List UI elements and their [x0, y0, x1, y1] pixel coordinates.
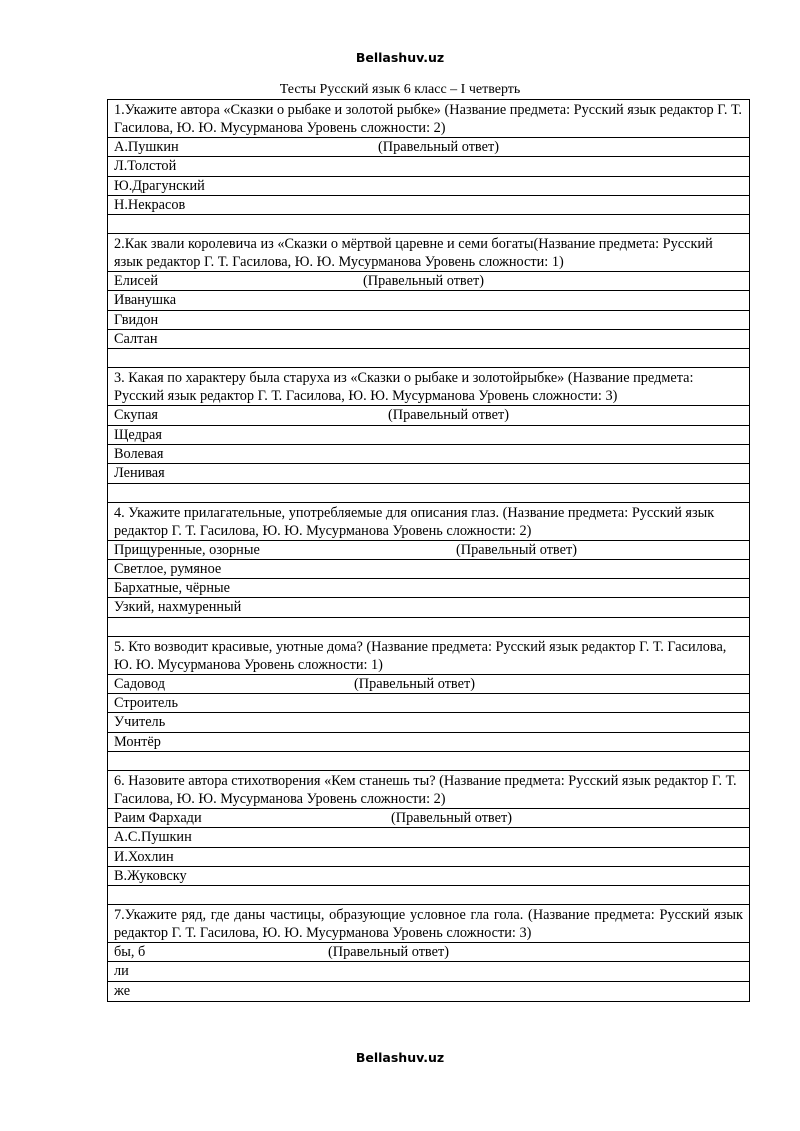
correct-answer-label: (Правельный ответ)	[456, 541, 577, 558]
option-text: Скупая	[114, 407, 159, 424]
answer-option: Ю.Драгунский	[108, 177, 749, 196]
option-text: бы, б	[114, 944, 146, 961]
question-6: 6. Назовите автора стихотворения «Кем станешь ты? (Название предмета: Русский язык редактор Г. Т. Гасилова, Ю. Ю. Мусурманова Уровень сложности: 2)	[108, 771, 749, 809]
answer-option: Узкий, нахмуренный	[108, 598, 749, 617]
question-2: 2.Как звали королевича из «Сказки о мёртвой царевне и семи богаты(Название предмета: Русский язык редактор Г. Т. Гасилова, Ю. Ю. Мусурманова Уровень сложности: 1)	[108, 234, 749, 272]
row-spacer	[108, 886, 749, 905]
answer-option: В.Жуковску	[108, 867, 749, 886]
option-text: Елисей	[114, 273, 159, 290]
correct-answer-label: (Правельный ответ)	[378, 139, 499, 155]
answer-option: А.С.Пушкин	[108, 828, 749, 847]
answer-option: ли	[108, 962, 749, 981]
answer-option: Монтёр	[108, 733, 749, 752]
correct-answer-label: (Правельный ответ)	[363, 273, 484, 290]
answer-option	[108, 675, 749, 694]
correct-answer-label: (Правельный ответ)	[328, 944, 449, 961]
question-5: 5. Кто возводит красивые, уютные дома? (Название предмета: Русский язык редактор Г. Т. Гасилова, Ю. Ю. Мусурманова Уровень сложности: 1)	[108, 637, 749, 675]
correct-answer-label: (Правельный ответ)	[391, 809, 512, 826]
site-footer: Bellashuv.uz	[355, 1050, 445, 1065]
correct-answer-label: (Правельный ответ)	[388, 407, 509, 424]
quiz-table	[107, 99, 750, 1002]
answer-option	[108, 138, 749, 157]
row-spacer	[108, 618, 749, 637]
answer-option: Иванушка	[108, 291, 749, 310]
question-1: 1.Укажите автора «Сказки о рыбаке и золотой рыбке» (Название предмета: Русский язык редактор Г. Т. Гасилова, Ю. Ю. Мусурманова Уровень сложности: 2)	[108, 100, 749, 138]
row-spacer	[108, 752, 749, 771]
correct-answer-label: (Правельный ответ)	[354, 675, 475, 692]
answer-option: Волевая	[108, 445, 749, 464]
answer-option: Салтан	[108, 330, 749, 349]
answer-option: Гвидон	[108, 311, 749, 330]
row-spacer	[108, 349, 749, 368]
answer-option: Светлое, румяное	[108, 560, 749, 579]
site-header: Bellashuv.uz	[355, 50, 445, 65]
question-3: 3. Какая по характеру была старуха из «Сказки о рыбаке и золотойрыбке» (Название предмета: Русский язык редактор Г. Т. Гасилова, Ю. Ю. Мусурманова Уровень сложности: 3)	[108, 368, 749, 406]
option-text: Прищуренные, озорные	[114, 541, 260, 558]
answer-option: Н.Некрасов	[108, 196, 749, 215]
answer-option: Ленивая	[108, 464, 749, 483]
option-text: А.Пушкин	[114, 139, 179, 155]
row-spacer	[108, 215, 749, 234]
answer-option	[108, 541, 749, 560]
answer-option	[108, 943, 749, 962]
row-spacer	[108, 484, 749, 503]
answer-option: Строитель	[108, 694, 749, 713]
answer-option: Щедрая	[108, 426, 749, 445]
option-text: Садовод	[114, 675, 165, 692]
page-title: Тесты Русский язык 6 класс – I четверть	[279, 82, 521, 97]
answer-option	[108, 809, 749, 828]
answer-option: Учитель	[108, 713, 749, 732]
answer-option: же	[114, 982, 131, 999]
answer-option	[108, 272, 749, 291]
answer-option: Бархатные, чёрные	[108, 579, 749, 598]
answer-option: Л.Толстой	[108, 157, 749, 176]
answer-option: И.Хохлин	[108, 848, 749, 867]
question-4: 4. Укажите прилагательные, употребляемые для описания глаз. (Название предмета: Русский язык редактор Г. Т. Гасилова, Ю. Ю. Мусурманова Уровень сложности: 2)	[108, 503, 749, 541]
question-7: 7.Укажите ряд, где даны частицы, образующие условное гла гола. (Название предмета: Русский язык редактор Г. Т. Гасилова, Ю. Ю. Мусурманова Уровень сложности: 3)	[108, 905, 749, 943]
answer-option	[108, 406, 749, 425]
option-text: Раим Фархади	[114, 809, 202, 826]
